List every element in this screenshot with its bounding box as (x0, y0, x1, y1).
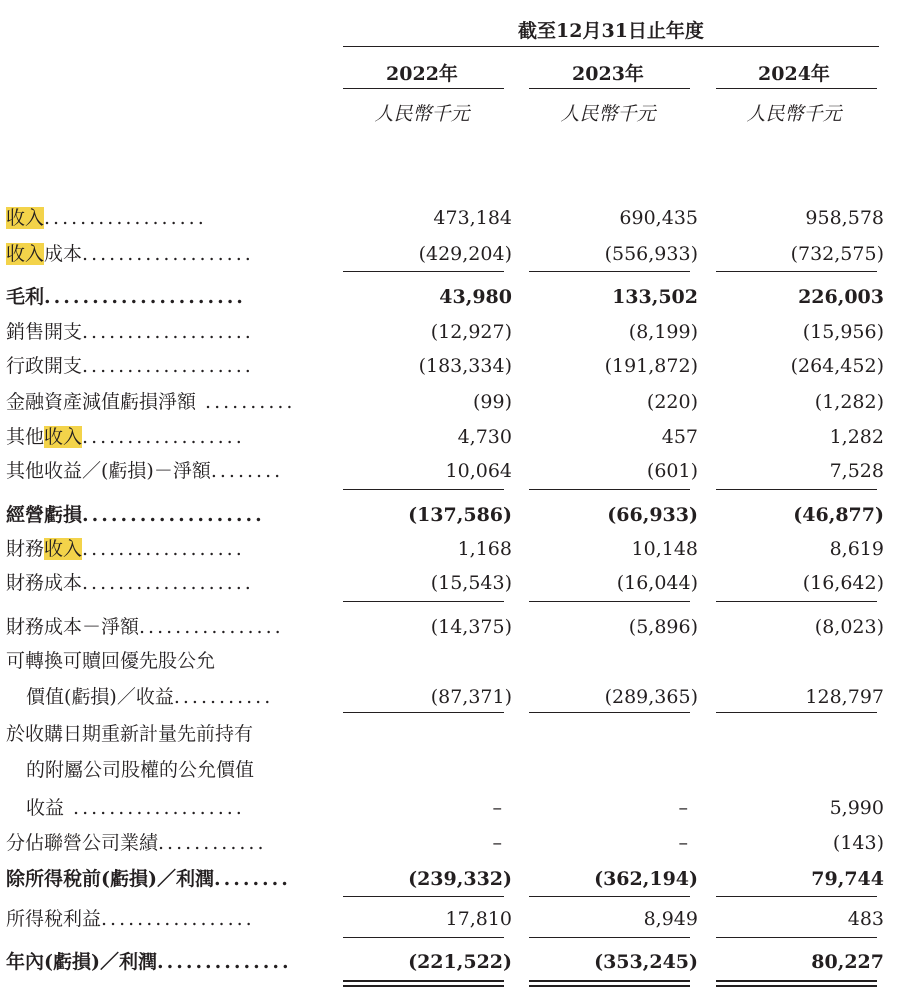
label-text: 年內(虧損)／利潤 (6, 951, 157, 973)
row-label (6, 354, 254, 378)
subtotal-rule (716, 271, 877, 272)
leader-dots: .................. (44, 207, 207, 229)
row-label (6, 950, 292, 974)
label-text: 其他收益／(虧損)－淨額 (6, 460, 211, 482)
subtotal-rule (716, 937, 877, 938)
subtotal-rule (716, 601, 877, 602)
year-2022: 2022年 (386, 63, 458, 85)
value-cell: (16,044) (616, 572, 698, 594)
leader-dots: ..................... (44, 286, 246, 308)
value-cell: 10,148 (631, 538, 698, 560)
row-label (6, 390, 295, 414)
value-cell: (137,586) (408, 504, 512, 526)
value-cell: (239,332) (408, 868, 512, 890)
subtotal-rule (529, 601, 690, 602)
value-cell: 7,528 (829, 460, 884, 482)
value-cell: (99) (472, 391, 512, 413)
subtotal-rule (529, 271, 690, 272)
value-cell: (362,194) (594, 868, 698, 890)
value-cell: 473,184 (433, 207, 512, 229)
row-label (6, 615, 284, 639)
value-cell: 10,064 (445, 460, 512, 482)
row-label (6, 459, 283, 483)
subtotal-rule (343, 489, 504, 490)
value-cell: (289,365) (604, 686, 698, 708)
row-label (6, 425, 245, 449)
value-cell: (14,375) (430, 616, 512, 638)
row-label (26, 685, 273, 709)
value-cell: 80,227 (811, 951, 884, 973)
leader-dots: ................... (82, 321, 254, 343)
subtotal-rule (343, 271, 504, 272)
leader-dots: ................... (82, 243, 254, 265)
leader-dots: ................... (82, 504, 265, 526)
label-text: 的附屬公司股權的公允價值 (26, 759, 255, 781)
unit-2024: 人民幣千元 (746, 103, 842, 125)
subtotal-rule (529, 896, 690, 897)
row-label (6, 242, 254, 266)
value-cell: (264,452) (790, 355, 884, 377)
leader-dots: ................... (82, 572, 254, 594)
value-cell: – (678, 797, 688, 819)
label-text: 財務 (6, 538, 45, 560)
leader-dots: ........ (213, 868, 291, 890)
value-cell: 690,435 (619, 207, 698, 229)
total-double-rule (716, 980, 877, 987)
value-cell: (8,199) (628, 321, 698, 343)
leader-dots: ................ (139, 616, 284, 638)
label-text: 金融資產減值虧損淨額 (6, 391, 197, 413)
label-text: 毛利 (6, 286, 45, 308)
label-text: 財務成本 (6, 572, 83, 594)
highlighted-term: 收入 (44, 426, 83, 448)
value-cell: (353,245) (594, 951, 698, 973)
label-text: 收益 (26, 797, 65, 819)
value-cell: 226,003 (798, 286, 884, 308)
subtotal-rule (343, 601, 504, 602)
total-double-rule (343, 980, 504, 987)
value-cell: (66,933) (607, 504, 698, 526)
value-cell: (191,872) (604, 355, 698, 377)
value-cell: (8,023) (814, 616, 884, 638)
label-text: 除所得稅前(虧損)／利潤 (6, 868, 214, 890)
total-double-rule (529, 980, 690, 987)
leader-dots: .................. (82, 426, 245, 448)
subtotal-rule (529, 937, 690, 938)
label-text: 經營虧損 (6, 504, 83, 526)
row-label (26, 758, 254, 782)
period-heading: 截至12月31日止年度 (518, 20, 704, 42)
label-text: 所得稅利益 (6, 908, 102, 930)
leader-dots: ................... (82, 355, 254, 377)
value-cell: 128,797 (805, 686, 884, 708)
row-label (6, 722, 253, 746)
value-cell: (46,877) (793, 504, 884, 526)
subtotal-rule (716, 489, 877, 490)
label-text: 分佔聯營公司業績 (6, 832, 159, 854)
year-rule-2024 (716, 88, 877, 89)
row-label (6, 571, 254, 595)
value-cell: – (678, 832, 688, 854)
leader-dots: .......... (196, 391, 296, 413)
value-cell: 483 (847, 908, 884, 930)
value-cell: (15,543) (430, 572, 512, 594)
unit-2022: 人民幣千元 (374, 103, 470, 125)
value-cell: (732,575) (790, 243, 884, 265)
row-label (6, 537, 245, 561)
value-cell: 133,502 (612, 286, 698, 308)
value-cell: 79,744 (811, 868, 884, 890)
value-cell: (5,896) (628, 616, 698, 638)
highlighted-term: 收入 (6, 243, 45, 265)
row-label (6, 285, 246, 309)
row-label (6, 831, 267, 855)
unit-2023: 人民幣千元 (560, 103, 656, 125)
value-cell: (221,522) (408, 951, 512, 973)
value-cell: 1,282 (829, 426, 884, 448)
subtotal-rule (529, 489, 690, 490)
label-text: 成本 (44, 243, 83, 265)
value-cell: 958,578 (805, 207, 884, 229)
year-2023: 2023年 (572, 63, 644, 85)
leader-dots: ................. (101, 908, 255, 930)
value-cell: (87,371) (430, 686, 512, 708)
leader-dots: ........ (210, 460, 284, 482)
highlighted-term: 收入 (44, 538, 83, 560)
row-label (6, 206, 207, 230)
value-cell: (15,956) (802, 321, 884, 343)
value-cell: 457 (661, 426, 698, 448)
label-text: 財務成本－淨額 (6, 616, 140, 638)
subtotal-rule (716, 712, 877, 713)
value-cell: (143) (832, 832, 884, 854)
label-text: 於收購日期重新計量先前持有 (6, 723, 254, 745)
subtotal-rule (529, 712, 690, 713)
subtotal-rule (716, 896, 877, 897)
value-cell: 4,730 (457, 426, 512, 448)
value-cell: (429,204) (418, 243, 512, 265)
year-rule-2023 (529, 88, 690, 89)
row-label (6, 907, 255, 931)
value-cell: (183,334) (418, 355, 512, 377)
value-cell: (16,642) (802, 572, 884, 594)
leader-dots: ................... (64, 797, 245, 819)
leader-dots: .............. (156, 951, 292, 973)
value-cell: – (492, 832, 502, 854)
value-cell: (556,933) (604, 243, 698, 265)
value-cell: 43,980 (439, 286, 512, 308)
label-text: 其他 (6, 426, 45, 448)
label-text: 價值(虧損)／收益 (26, 686, 174, 708)
value-cell: (601) (646, 460, 698, 482)
value-cell: 1,168 (457, 538, 512, 560)
value-cell: 8,949 (643, 908, 698, 930)
label-text: 銷售開支 (6, 321, 83, 343)
year-2024: 2024年 (758, 63, 830, 85)
year-rule-2022 (343, 88, 504, 89)
value-cell: 17,810 (445, 908, 512, 930)
row-label (26, 796, 245, 820)
subtotal-rule (343, 937, 504, 938)
highlighted-term: 收入 (6, 207, 45, 229)
leader-dots: ............ (158, 832, 267, 854)
leader-dots: ........... (173, 686, 274, 708)
row-label (6, 320, 254, 344)
label-text: 行政開支 (6, 355, 83, 377)
value-cell: (1,282) (814, 391, 884, 413)
value-cell: – (492, 797, 502, 819)
row-label (6, 649, 215, 673)
value-cell: (12,927) (430, 321, 512, 343)
row-label (6, 867, 291, 891)
subtotal-rule (343, 712, 504, 713)
value-cell: 8,619 (829, 538, 884, 560)
subtotal-rule (343, 896, 504, 897)
header-rule (343, 46, 879, 47)
value-cell: 5,990 (829, 797, 884, 819)
row-label (6, 503, 265, 527)
leader-dots: .................. (82, 538, 245, 560)
value-cell: (220) (646, 391, 698, 413)
label-text: 可轉換可贖回優先股公允 (6, 650, 216, 672)
